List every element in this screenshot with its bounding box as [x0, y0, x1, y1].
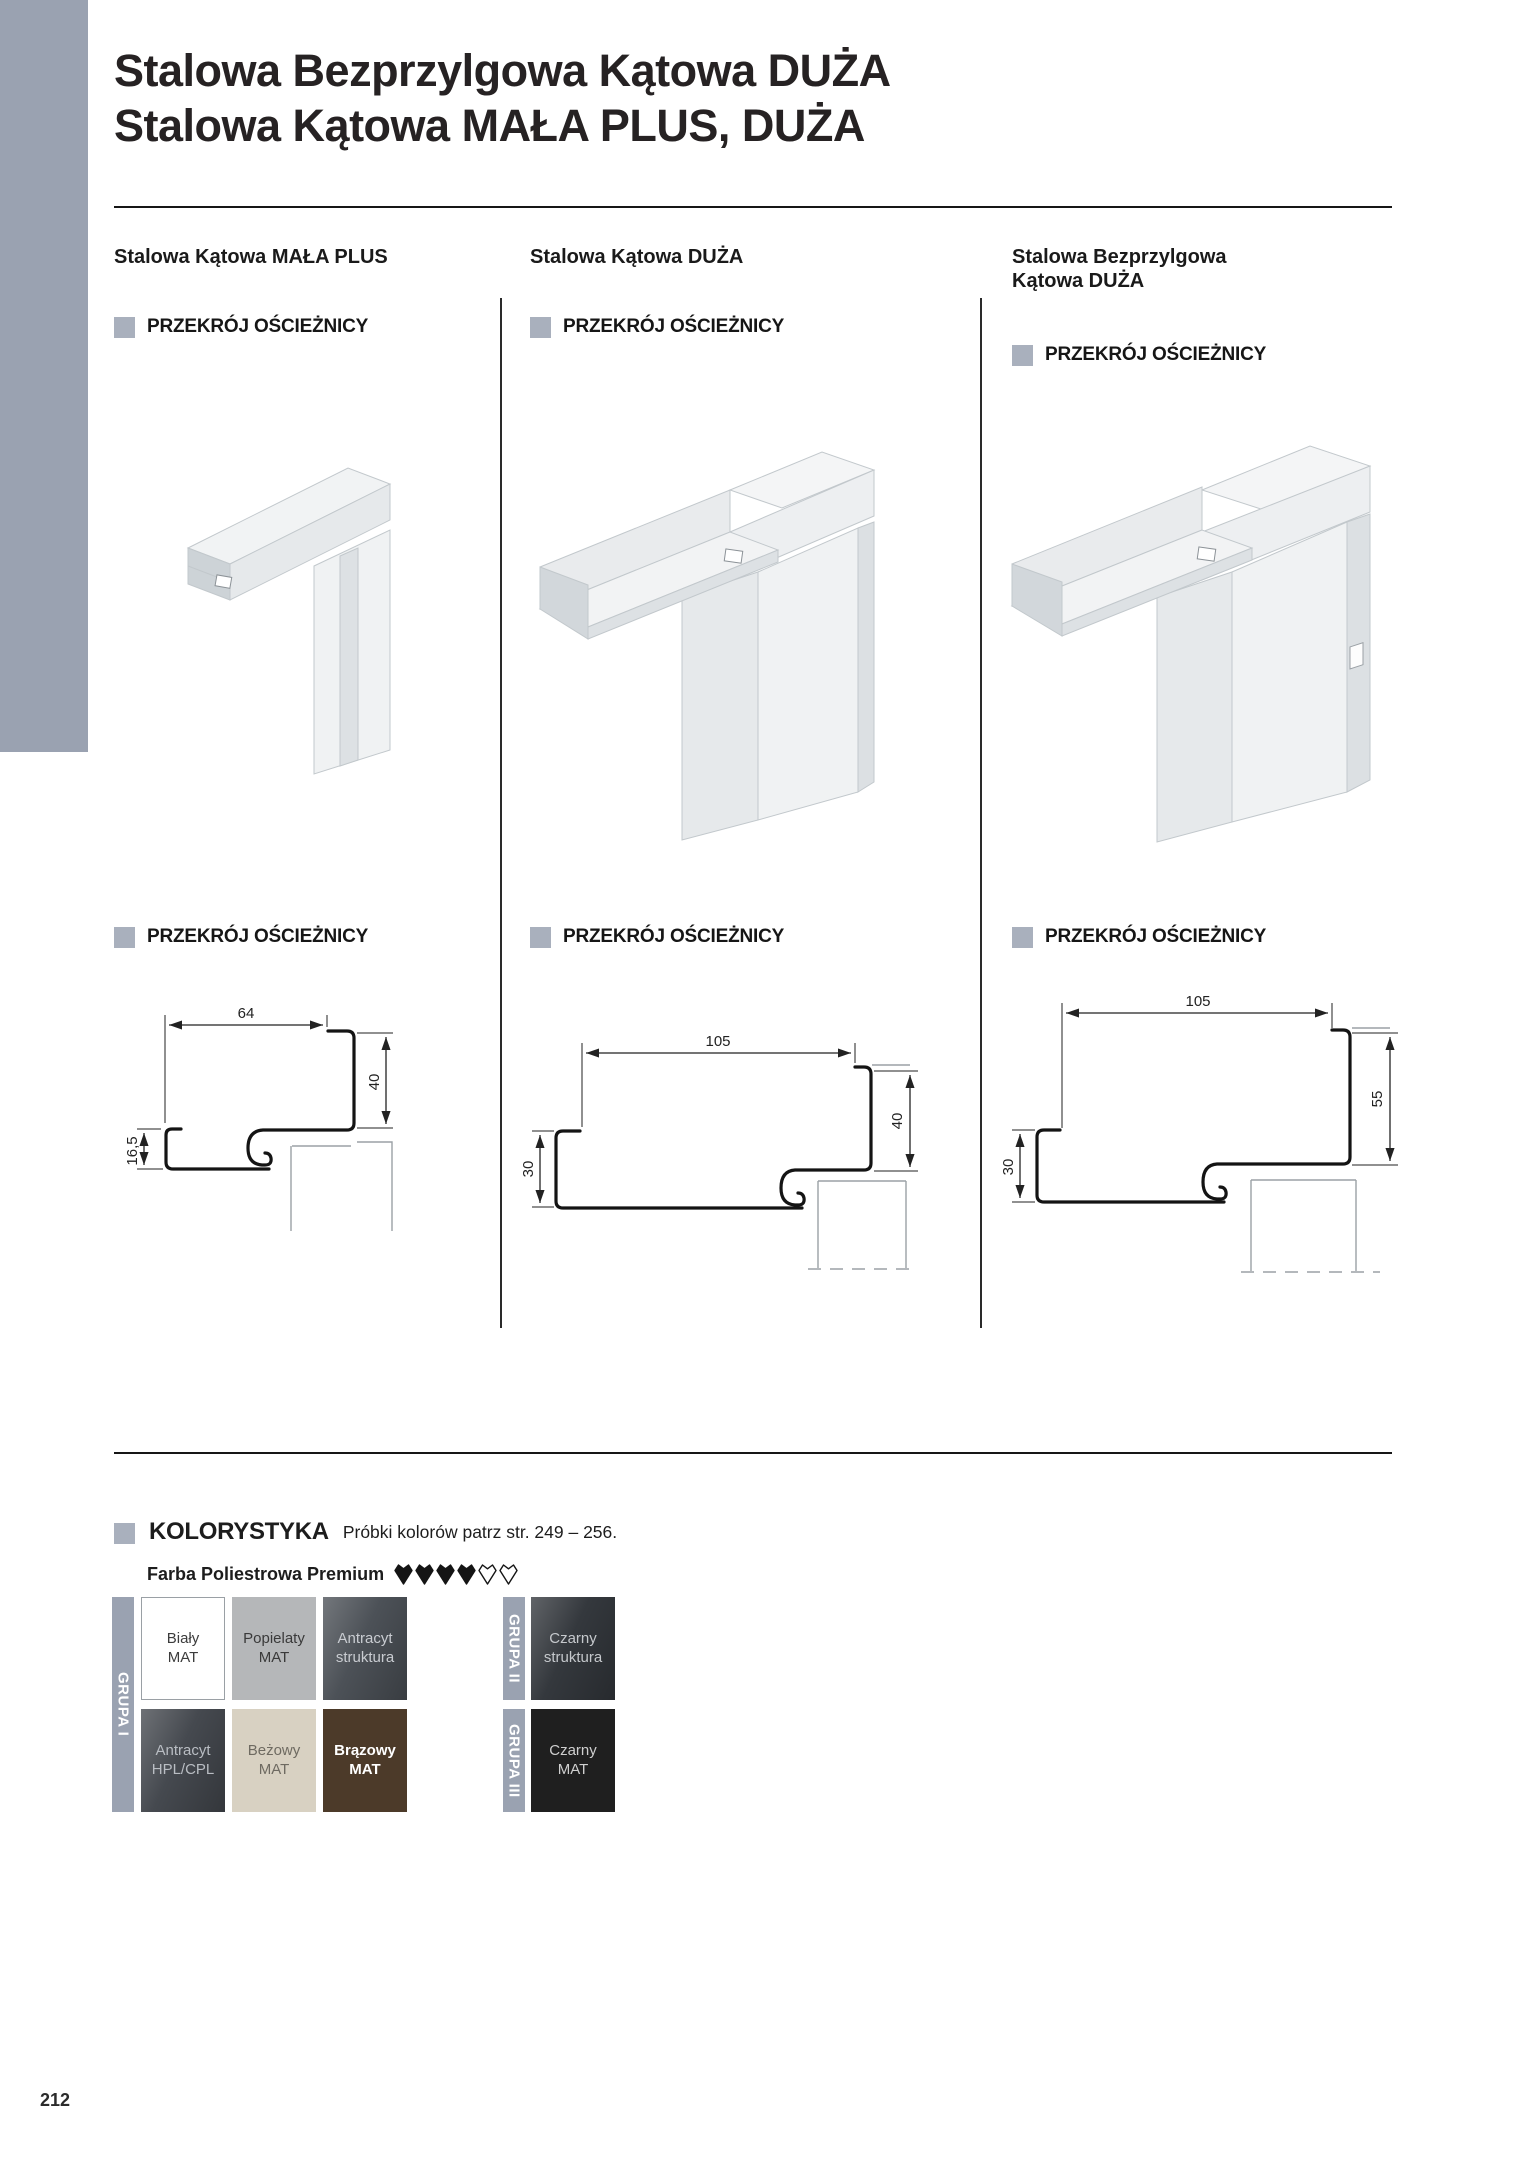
gloss-rating-icons — [394, 1564, 518, 1585]
frame-3d-render-mala-plus — [118, 398, 478, 858]
column-title-duza: Stalowa Kątowa DUŻA — [530, 246, 744, 268]
swatch-color-name: Beżowy — [247, 1741, 301, 1759]
group-bar-3 — [503, 1709, 525, 1812]
gloss-filled-icon — [415, 1564, 434, 1585]
frame-3d-render-duza — [522, 392, 962, 862]
square-bullet-icon — [530, 927, 551, 948]
section-header-drawing-2: PRZEKRÓJ OŚCIEŻNICY — [530, 926, 784, 948]
group-label: GRUPA I — [114, 1672, 132, 1737]
gloss-filled-icon — [436, 1564, 455, 1585]
square-bullet-icon — [1012, 345, 1033, 366]
column-title-bezprzylgowa: Stalowa Bezprzylgowa Kątowa DUŻA — [1012, 246, 1227, 292]
group-label: GRUPA III — [505, 1723, 523, 1798]
color-swatch — [232, 1709, 316, 1812]
swatch-finish: struktura — [543, 1648, 603, 1666]
column-title-mala-plus: Stalowa Kątowa MAŁA PLUS — [114, 246, 388, 268]
swatch-finish: MAT — [557, 1760, 589, 1778]
page-number: 212 — [40, 2090, 71, 2110]
dim-flange: 30 — [1000, 1158, 1017, 1176]
kolorystyka-note: Próbki kolorów patrz str. 249 – 256. — [342, 1521, 618, 1542]
chapter-tab-label: 14 KĄTOWA — [99, 58, 121, 188]
swatch-finish: struktura — [335, 1648, 395, 1666]
column-divider — [500, 298, 502, 1328]
color-swatch — [141, 1709, 225, 1812]
page-title — [114, 44, 891, 154]
paint-type-label: Farba Poliestrowa Premium — [147, 1564, 385, 1584]
section-header-render-3: PRZEKRÓJ OŚCIEŻNICY — [1012, 344, 1266, 366]
color-swatch — [323, 1597, 407, 1700]
cross-section-drawing-bezprzylgowa — [998, 975, 1468, 1290]
cross-section-drawing-duza — [518, 985, 978, 1285]
square-bullet-icon — [114, 927, 135, 948]
swatch-color-name: Biały — [166, 1629, 200, 1647]
color-swatch — [323, 1709, 407, 1812]
dim-width: 105 — [1185, 993, 1211, 1010]
swatch-color-name: Brązowy — [334, 1741, 396, 1759]
kolorystyka-title: KOLORYSTYKA — [149, 1518, 329, 1545]
group-bar-1 — [112, 1597, 134, 1812]
title-divider — [114, 206, 1392, 208]
square-bullet-icon — [1012, 927, 1033, 948]
swatch-finish: MAT — [167, 1648, 199, 1666]
section-header-drawing-1: PRZEKRÓJ OŚCIEŻNICY — [114, 926, 368, 948]
swatch-color-name: Popielaty — [243, 1629, 305, 1647]
dim-width: 64 — [237, 1005, 255, 1022]
color-swatch — [232, 1597, 316, 1700]
section-header-render-1: PRZEKRÓJ OŚCIEŻNICY — [114, 316, 368, 338]
swatch-color-name: Antracyt — [155, 1741, 211, 1759]
paint-type-line — [147, 1564, 518, 1585]
square-bullet-icon — [114, 1523, 135, 1544]
chapter-tab — [0, 0, 121, 752]
dim-width: 105 — [705, 1033, 731, 1050]
swatch-color-name: Czarny — [549, 1629, 597, 1647]
dim-height: 40 — [889, 1112, 906, 1130]
dim-flange: 30 — [520, 1160, 537, 1178]
swatch-finish: HPL/CPL — [151, 1760, 215, 1778]
square-bullet-icon — [530, 317, 551, 338]
swatch-finish: MAT — [258, 1760, 290, 1778]
column-divider — [980, 298, 982, 1328]
gloss-empty-icon — [499, 1564, 518, 1585]
swatch-color-name: Antracyt — [337, 1629, 393, 1647]
section-header-render-2: PRZEKRÓJ OŚCIEŻNICY — [530, 316, 784, 338]
square-bullet-icon — [114, 317, 135, 338]
dim-flange: 16,5 — [124, 1136, 141, 1166]
group-label: GRUPA II — [505, 1613, 523, 1683]
kolorystyka-header — [114, 1518, 617, 1546]
dim-height: 55 — [1369, 1090, 1386, 1108]
gloss-filled-icon — [457, 1564, 476, 1585]
color-swatch — [531, 1709, 615, 1812]
page-title-line2: Stalowa Kątowa MAŁA PLUS, DUŻA — [114, 99, 865, 151]
section-header-drawing-3: PRZEKRÓJ OŚCIEŻNICY — [1012, 926, 1266, 948]
swatch-finish: MAT — [349, 1760, 381, 1778]
dim-height: 40 — [366, 1073, 383, 1091]
color-swatch — [141, 1597, 225, 1700]
frame-3d-render-bezprzylgowa — [1002, 392, 1462, 862]
page-title-line1: Stalowa Bezprzylgowa Kątowa DUŻA — [114, 45, 891, 96]
gloss-filled-icon — [394, 1564, 413, 1585]
gloss-empty-icon — [478, 1564, 497, 1585]
color-swatch — [531, 1597, 615, 1700]
cross-section-drawing-mala-plus — [95, 985, 485, 1285]
section-divider — [114, 1452, 1392, 1454]
group-bar-2 — [503, 1597, 525, 1700]
swatch-finish: MAT — [258, 1648, 290, 1666]
swatch-color-name: Czarny — [549, 1741, 597, 1759]
